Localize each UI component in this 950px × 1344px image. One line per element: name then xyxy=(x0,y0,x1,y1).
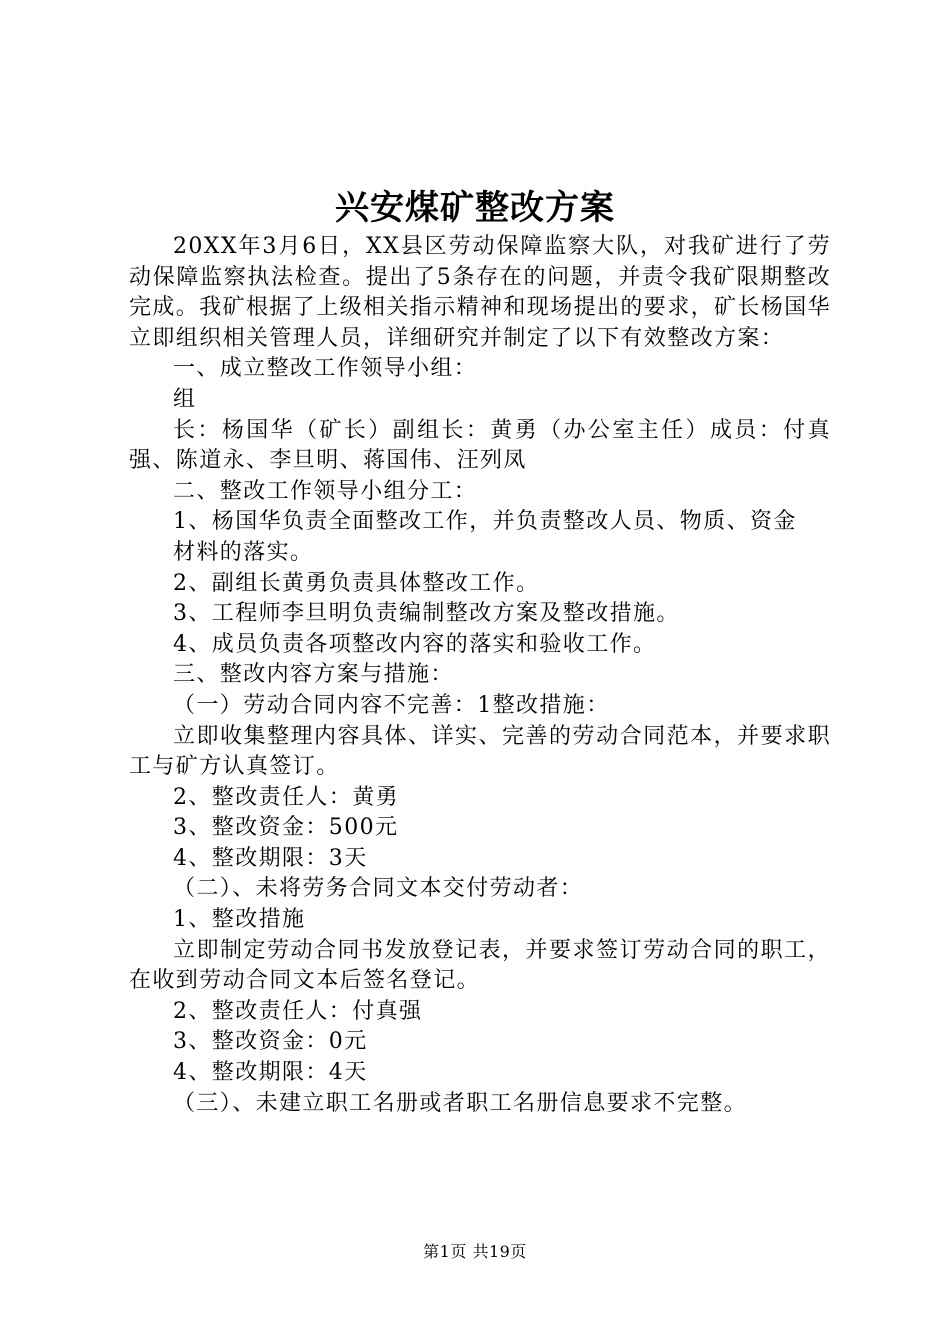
page-footer: 第1页 共19页 xyxy=(423,1242,527,1261)
paragraph-measure: 立即制定劳动合同书发放登记表，并要求签订劳动合同的职工，在收到劳动合同文本后签名登记。 xyxy=(129,937,831,994)
list-item: 4、整改期限：3天 xyxy=(173,845,368,871)
paragraph-members: 长：杨国华（矿长）副组长：黄勇（办公室主任）成员：付真强、陈道永、李旦明、蒋国伟、汪列凤 xyxy=(129,417,831,474)
list-item: 2、副组长黄勇负责具体整改工作。 xyxy=(173,570,540,596)
list-item: 2、整改责任人：黄勇 xyxy=(173,784,399,810)
list-item: 4、整改期限：4天 xyxy=(173,1060,368,1086)
list-item: 3、整改资金：0元 xyxy=(173,1029,368,1055)
section-heading-2: 二、整改工作领导小组分工： xyxy=(173,478,478,504)
section-heading-3: 三、整改内容方案与措施： xyxy=(173,662,454,688)
list-item: 1、整改措施 xyxy=(173,907,306,933)
document-body xyxy=(129,232,831,1119)
subsection-heading-2: （二）、未将劳务合同文本交付劳动者： xyxy=(173,876,584,902)
subsection-heading-3: （三）、未建立职工名册或者职工名册信息要求不完整。 xyxy=(173,1090,748,1116)
document-title: 兴安煤矿整改方案 xyxy=(335,188,615,228)
subsection-heading-1: （一）劳动合同内容不完善：1整改措施： xyxy=(173,692,610,718)
list-item: 3、整改资金：500元 xyxy=(173,815,399,841)
paragraph-measure: 立即收集整理内容具体、详实、完善的劳动合同范本，并要求职工与矿方认真签订。 xyxy=(129,723,831,780)
paragraph-intro: 20XX年3月6日，XX县区劳动保障监察大队，对我矿进行了劳动保障监察执法检查。提出了5条存在的问题，并责令我矿限期整改完成。我矿根据了上级相关指示精神和现场提出的要求，矿长杨国华立即组织相关管理人员，详细研究并制定了以下有效整改方案： xyxy=(129,234,832,351)
section-heading-1: 一、成立整改工作领导小组： xyxy=(173,356,478,382)
paragraph-group-label: 组 xyxy=(173,386,197,412)
list-item: 3、工程师李旦明负责编制整改方案及整改措施。 xyxy=(173,601,680,627)
list-item: 1、杨国华负责全面整改工作，并负责整改人员、物质、资金 xyxy=(173,509,797,535)
list-item: 4、成员负责各项整改内容的落实和验收工作。 xyxy=(173,631,657,657)
list-item: 2、整改责任人：付真强 xyxy=(173,998,423,1024)
list-item-continuation: 材料的落实。 xyxy=(173,539,314,565)
